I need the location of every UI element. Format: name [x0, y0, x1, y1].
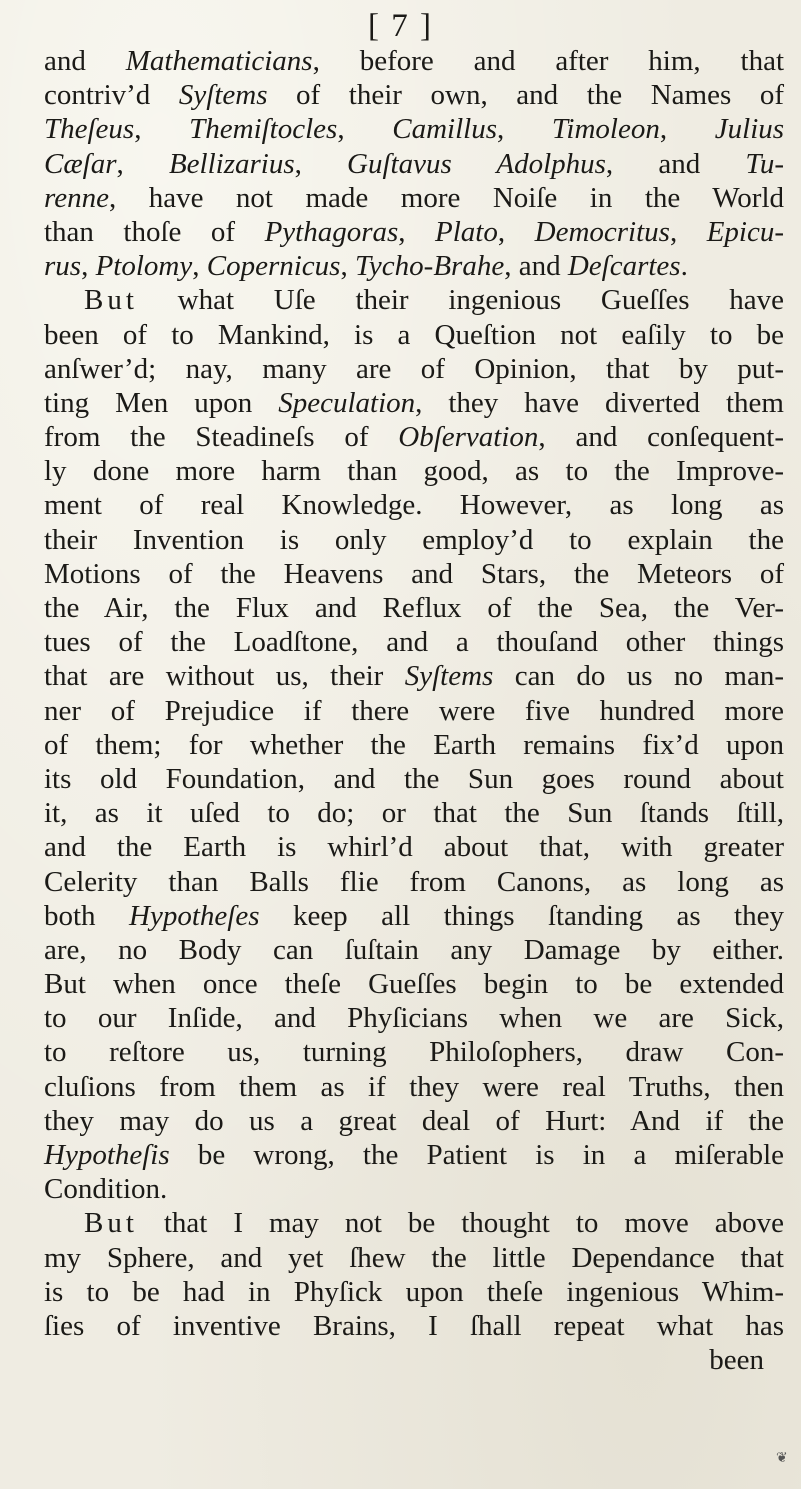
italic-text: renne [44, 181, 109, 214]
text-segment: . [680, 250, 688, 283]
text-segment: , have not made more Noiſe in the World [108, 181, 784, 214]
text-segment: that are without us, their [44, 660, 405, 693]
text-segment: Celerity than Balls flie from Canons, as long as [44, 865, 784, 898]
body-text [44, 44, 784, 1377]
text-line [44, 1275, 784, 1309]
text-segment: been of to Mankind, is a Queſtion not eaſily to be [44, 318, 784, 351]
text-segment: their Invention is only employ’d to explain the [44, 523, 784, 556]
italic-text: Syſtems [178, 79, 268, 112]
italic-text: Democritus [534, 215, 670, 248]
text-segment: is to be had in Phyſick upon theſe ingenious Whim- [44, 1275, 784, 1308]
text-line [44, 1241, 784, 1275]
text-segment: can do us no man- [493, 660, 784, 693]
text-line [44, 1001, 784, 1035]
text-segment: , [398, 215, 436, 248]
text-segment: , [81, 250, 96, 283]
text-segment: its old Foundation, and the Sun goes round about [44, 762, 784, 795]
italic-text: Syſtems [404, 660, 494, 693]
text-segment: , [134, 113, 190, 146]
italic-text: Deſcartes [567, 250, 681, 283]
italic-text: Plato [435, 215, 498, 248]
text-segment: the Air, the Flux and Reflux of the Sea, the Ver- [44, 592, 784, 624]
text-line [44, 318, 784, 352]
text-segment: what Uſe their ingenious Gueſſes have [137, 284, 784, 317]
text-segment: , [340, 250, 355, 283]
text-segment: are, no Body can ſuſtain any Damage by either. [44, 933, 784, 966]
text-segment: , and conſequent- [538, 421, 784, 454]
text-line [44, 249, 784, 283]
italic-text: rus [44, 250, 82, 283]
text-segment: , [496, 113, 552, 146]
text-segment: , [497, 215, 535, 248]
text-segment: , [337, 113, 393, 146]
text-segment: anſwer’d; nay, many are of Opinion, that by put- [44, 352, 784, 385]
text-line [44, 625, 784, 659]
text-line [44, 386, 784, 420]
text-line [44, 830, 784, 864]
text-segment: cluſions from them as if they were real Truths, then [44, 1070, 784, 1103]
text-line [44, 147, 784, 181]
text-segment: , before and after him, that [312, 45, 784, 77]
italic-text: Timoleon [551, 113, 660, 146]
text-segment: keep all things ſtanding as they [259, 899, 784, 932]
text-segment: , [116, 147, 169, 180]
text-line [44, 1138, 784, 1172]
text-segment: contriv’d [44, 79, 179, 112]
text-segment: , [669, 215, 707, 248]
text-segment: ner of Prejudice if there were five hundred more [44, 694, 784, 727]
text-line [44, 181, 784, 215]
italic-text: Camillus [392, 113, 497, 146]
italic-text: Hypotheſes [129, 899, 260, 932]
text-segment: , and [504, 250, 568, 283]
text-line [44, 557, 784, 591]
text-line [44, 1206, 784, 1240]
italic-text: Epicu- [706, 215, 785, 248]
text-segment: to our Inſide, and Phyſicians when we are Sick, [44, 1002, 784, 1035]
text-line [44, 591, 784, 625]
text-line [44, 865, 784, 899]
text-line [44, 454, 784, 488]
italic-text: Obſervation [398, 421, 539, 454]
text-segment: ly done more harm than good, as to the Improve- [44, 455, 784, 488]
text-segment: my Sphere, and yet ſhew the little Dependance that [44, 1241, 784, 1274]
italic-text: Tu- [745, 147, 785, 180]
text-line [44, 420, 784, 454]
text-segment: to reſtore us, turning Philoſophers, draw Con- [44, 1036, 784, 1069]
text-line [44, 488, 784, 522]
italic-text: Bellizarius [168, 147, 295, 180]
italic-text: Tycho-Brahe [354, 250, 505, 283]
text-segment: than thoſe of [44, 215, 265, 248]
text-line [44, 694, 784, 728]
text-segment: that I may not be thought to move above [137, 1207, 784, 1240]
text-line [44, 933, 784, 967]
text-segment: , and [605, 147, 746, 180]
italic-text: Copernicus [206, 250, 341, 283]
text-line [44, 112, 784, 146]
text-segment: Motions of the Heavens and Stars, the Meteors of [44, 557, 784, 590]
text-line [44, 796, 784, 830]
text-line [44, 728, 784, 762]
text-line [44, 1172, 784, 1206]
text-line [44, 762, 784, 796]
text-line [44, 967, 784, 1001]
page-number: [ 7 ] [368, 8, 433, 44]
small-caps-word: But [84, 1207, 138, 1240]
italic-text: Ptolomy [95, 250, 193, 283]
text-line [44, 1309, 784, 1343]
text-segment: tues of the Loadſtone, and a thouſand other things [44, 626, 784, 659]
text-segment: and [44, 45, 126, 77]
text-segment: of their own, and the Names of [267, 79, 784, 112]
text-line [44, 899, 784, 933]
text-segment: ment of real Knowledge. However, as long as [44, 489, 784, 522]
text-segment: both [44, 899, 130, 932]
italic-text: Hypotheſis [44, 1139, 170, 1171]
italic-text: Pythagoras [264, 215, 399, 248]
text-segment: of them; for whether the Earth remains fix’d upon [44, 728, 784, 761]
text-segment: ting Men upon [44, 386, 279, 419]
italic-text: Speculation [278, 386, 416, 419]
text-line [44, 523, 784, 557]
italic-text: Julius [714, 113, 785, 146]
text-line [44, 283, 784, 317]
text-segment: be wrong, the Patient is in a miſerable [169, 1139, 784, 1171]
text-line [44, 1343, 784, 1377]
text-line [44, 1070, 784, 1104]
text-segment: been [709, 1344, 764, 1377]
italic-text: Themiſtocles [189, 113, 338, 146]
text-segment: ſies of inventive Brains, I ſhall repeat what has [44, 1309, 784, 1342]
text-segment: , [192, 250, 207, 283]
small-caps-word: But [84, 284, 138, 317]
text-line [44, 659, 784, 693]
text-line [44, 44, 784, 78]
italic-text: Theſeus [44, 113, 135, 146]
text-line [44, 352, 784, 386]
text-segment: from the Steadineſs of [44, 421, 399, 454]
text-segment: , [294, 147, 348, 180]
text-segment: , [659, 113, 715, 146]
text-line [44, 1035, 784, 1069]
text-line [44, 215, 784, 249]
italic-text: Cæſar [44, 147, 117, 180]
printer-ornament: ❦ [776, 1451, 788, 1466]
text-segment: , they have diverted them [415, 386, 784, 419]
italic-text: Guſtavus Adolphus [347, 147, 606, 180]
text-segment: and the Earth is whirl’d about that, with greater [44, 831, 784, 864]
text-line [44, 1104, 784, 1138]
text-line [44, 78, 784, 112]
text-segment: they may do us a great deal of Hurt: And if the [44, 1104, 784, 1137]
italic-text: Mathematicians [125, 45, 313, 77]
text-segment: But when once theſe Gueſſes begin to be extended [44, 968, 784, 1001]
text-segment: it, as it uſed to do; or that the Sun ſtands ſtill, [44, 797, 784, 830]
text-segment: Condition. [44, 1173, 168, 1206]
